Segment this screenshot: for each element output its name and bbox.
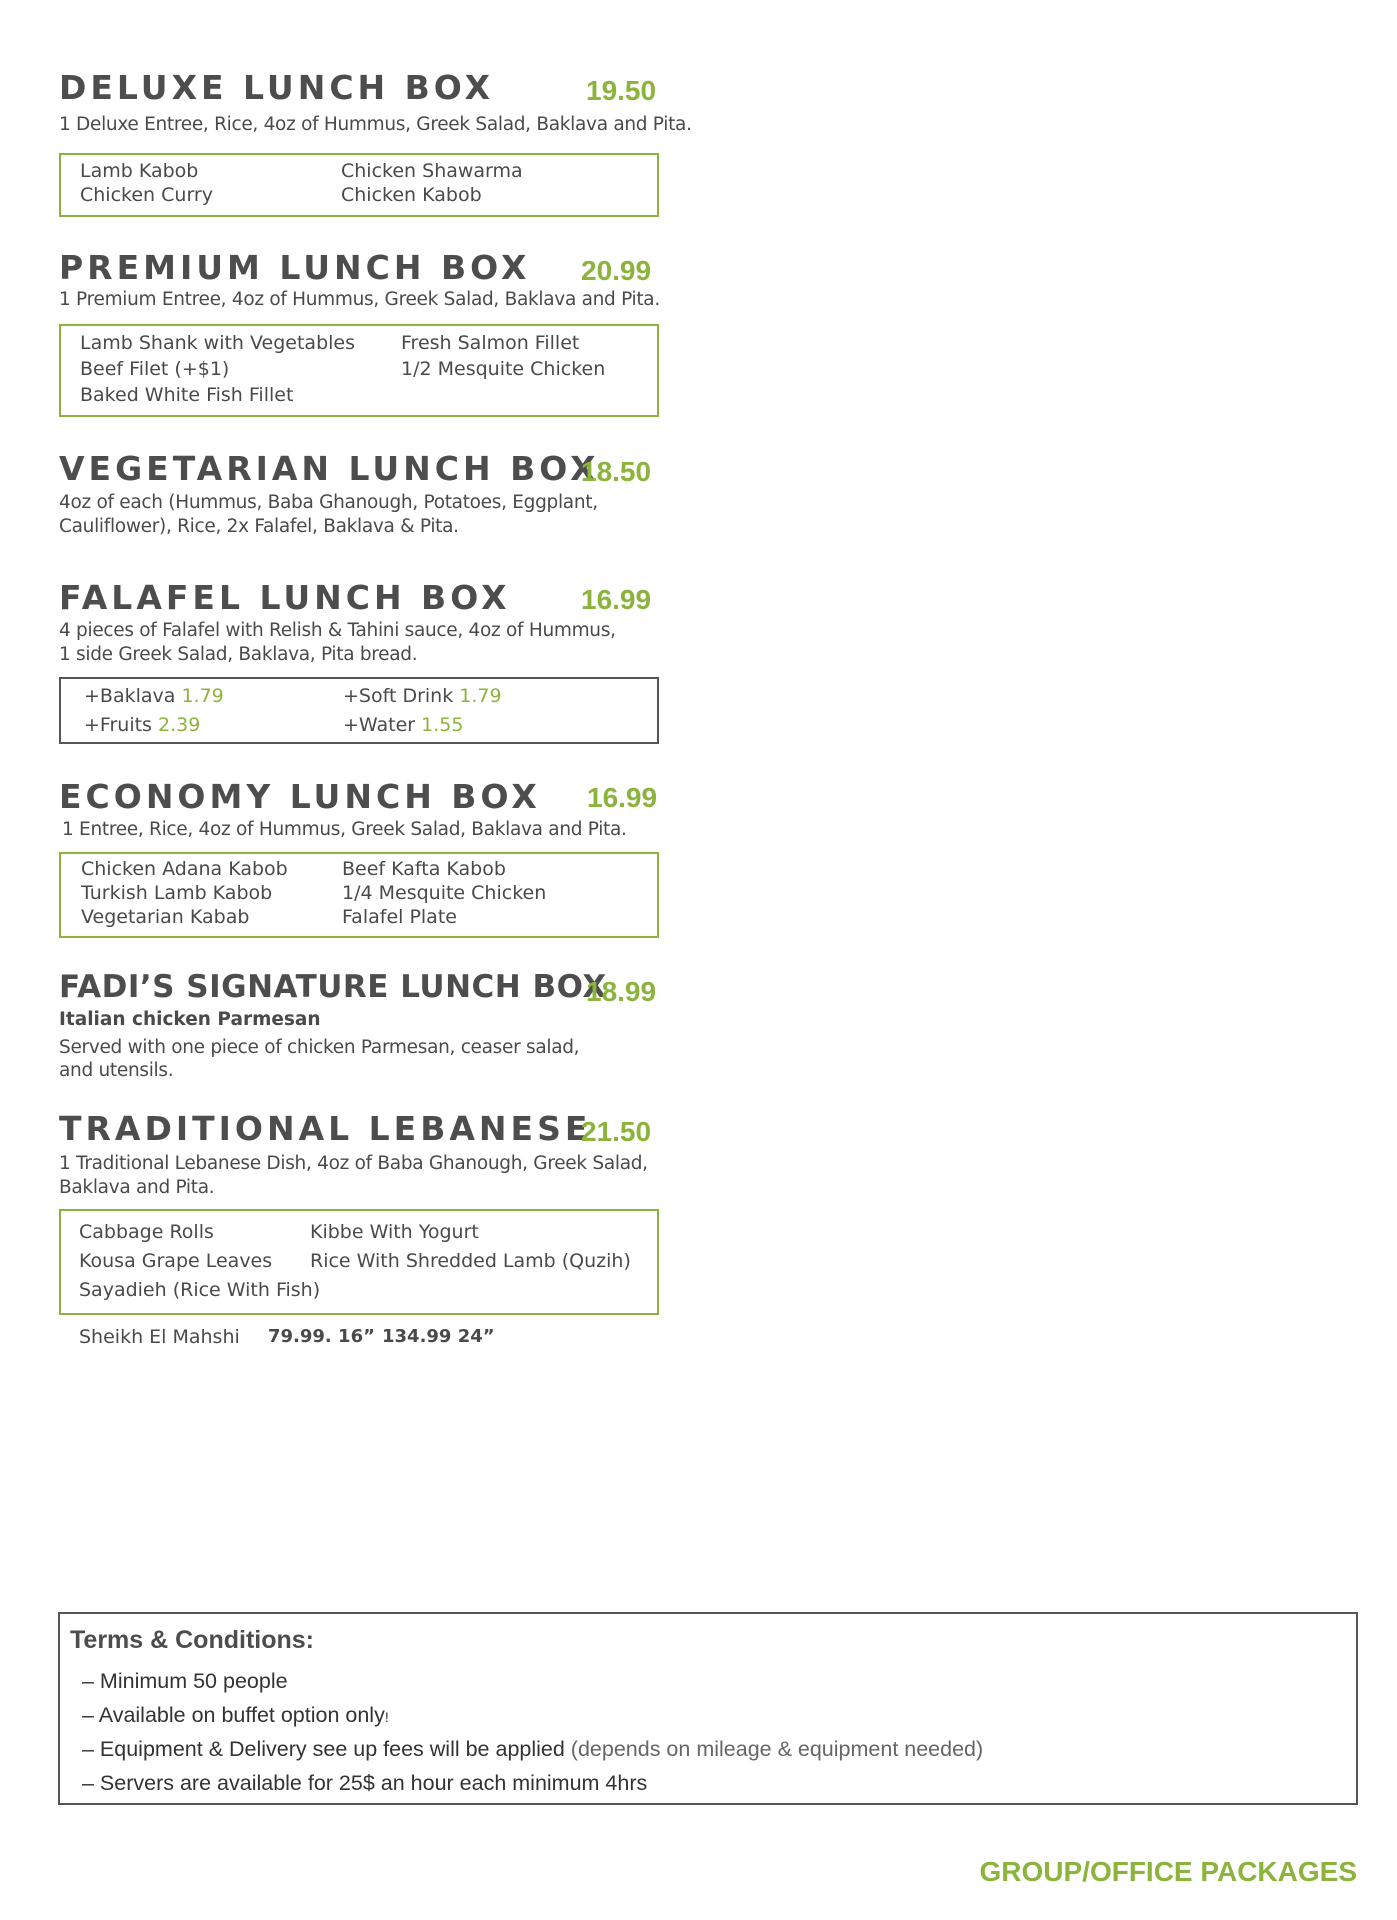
- premium-title: PREMIUM LUNCH BOX: [59, 248, 531, 287]
- signature-subtitle: Italian chicken Parmesan: [59, 1009, 321, 1030]
- option-item: Vegetarian Kabab: [81, 906, 250, 928]
- option-item: Baked White Fish Fillet: [80, 384, 294, 406]
- deluxe-title: DELUXE LUNCH BOX: [59, 68, 495, 107]
- option-item: Beef Kafta Kabob: [342, 858, 506, 880]
- vegetarian-title: VEGETARIAN LUNCH BOX: [59, 449, 600, 488]
- economy-options-box: [59, 852, 659, 938]
- option-item: Cabbage Rolls: [79, 1221, 214, 1243]
- sheikh-el-mahshi-price-16: 79.99. 16”: [268, 1326, 375, 1347]
- option-item: Fresh Salmon Fillet: [401, 332, 580, 354]
- signature-price: 18.99: [586, 976, 657, 1007]
- option-item: 1/4 Mesquite Chicken: [342, 882, 547, 904]
- premium-description: 1 Premium Entree, 4oz of Hummus, Greek Salad, Baklava and Pita.: [59, 289, 660, 310]
- traditional-price: 21.50: [581, 1116, 652, 1147]
- signature-title: FADI’S SIGNATURE LUNCH BOX: [59, 969, 607, 1005]
- option-item: Chicken Shawarma: [341, 160, 523, 182]
- addon-item: +Fruits 2.39: [84, 714, 201, 736]
- traditional-options-box: [59, 1209, 659, 1315]
- vegetarian-description-line2: Cauliflower), Rice, 2x Falafel, Baklava & Pita.: [59, 516, 459, 537]
- signature-description-line2: and utensils.: [59, 1060, 174, 1081]
- option-item: Chicken Adana Kabob: [81, 858, 288, 880]
- option-item: Beef Filet (+$1): [80, 358, 230, 380]
- option-item: Lamb Kabob: [80, 160, 199, 182]
- falafel-description-line1: 4 pieces of Falafel with Relish & Tahini sauce, 4oz of Hummus,: [59, 620, 616, 641]
- economy-description: 1 Entree, Rice, 4oz of Hummus, Greek Salad, Baklava and Pita.: [62, 819, 627, 840]
- economy-price: 16.99: [587, 782, 658, 813]
- terms-line: – Available on buffet option only!: [82, 1703, 389, 1727]
- deluxe-price: 19.50: [586, 75, 657, 106]
- premium-options-box: [59, 324, 659, 417]
- falafel-title: FALAFEL LUNCH BOX: [59, 578, 511, 617]
- traditional-title: TRADITIONAL LEBANESE: [59, 1109, 592, 1148]
- vegetarian-description-line1: 4oz of each (Hummus, Baba Ghanough, Potatoes, Eggplant,: [59, 492, 598, 513]
- deluxe-options-box: [59, 153, 659, 217]
- option-item: 1/2 Mesquite Chicken: [401, 358, 606, 380]
- vegetarian-price: 18.50: [581, 456, 652, 487]
- falafel-addons-box: [59, 677, 659, 744]
- terms-line: – Equipment & Delivery see up fees will be applied (depends on mileage & equipment needed): [82, 1737, 984, 1761]
- sheikh-el-mahshi-label: Sheikh El Mahshi: [79, 1326, 240, 1348]
- economy-title: ECONOMY LUNCH BOX: [59, 777, 541, 816]
- option-item: Rice With Shredded Lamb (Quzih): [310, 1250, 631, 1272]
- terms-line: – Servers are available for 25$ an hour each minimum 4hrs: [82, 1771, 648, 1795]
- falafel-price: 16.99: [581, 584, 652, 615]
- terms-line: – Minimum 50 people: [82, 1669, 288, 1693]
- option-item: Lamb Shank with Vegetables: [80, 332, 355, 354]
- option-item: Chicken Kabob: [341, 184, 482, 206]
- footer-heading: GROUP/OFFICE PACKAGES: [979, 1856, 1357, 1887]
- deluxe-description: 1 Deluxe Entree, Rice, 4oz of Hummus, Greek Salad, Baklava and Pita.: [59, 114, 692, 135]
- option-item: Turkish Lamb Kabob: [81, 882, 273, 904]
- terms-box: [58, 1612, 1358, 1805]
- option-item: Kousa Grape Leaves: [79, 1250, 273, 1272]
- addon-item: +Water 1.55: [343, 714, 464, 736]
- terms-title: Terms & Conditions:: [70, 1626, 314, 1654]
- addon-item: +Baklava 1.79: [84, 685, 224, 707]
- option-item: Kibbe With Yogurt: [310, 1221, 479, 1243]
- falafel-description-line2: 1 side Greek Salad, Baklava, Pita bread.: [59, 644, 418, 665]
- option-item: Chicken Curry: [80, 184, 213, 206]
- premium-price: 20.99: [581, 255, 652, 286]
- sheikh-el-mahshi-price-24: 134.99 24”: [382, 1326, 495, 1347]
- option-item: Falafel Plate: [342, 906, 457, 928]
- option-item: Sayadieh (Rice With Fish): [79, 1279, 321, 1301]
- traditional-description-line2: Baklava and Pita.: [59, 1177, 215, 1198]
- traditional-description-line1: 1 Traditional Lebanese Dish, 4oz of Baba Ghanough, Greek Salad,: [59, 1153, 648, 1174]
- signature-description-line1: Served with one piece of chicken Parmesan, ceaser salad,: [59, 1037, 580, 1058]
- addon-item: +Soft Drink 1.79: [343, 685, 502, 707]
